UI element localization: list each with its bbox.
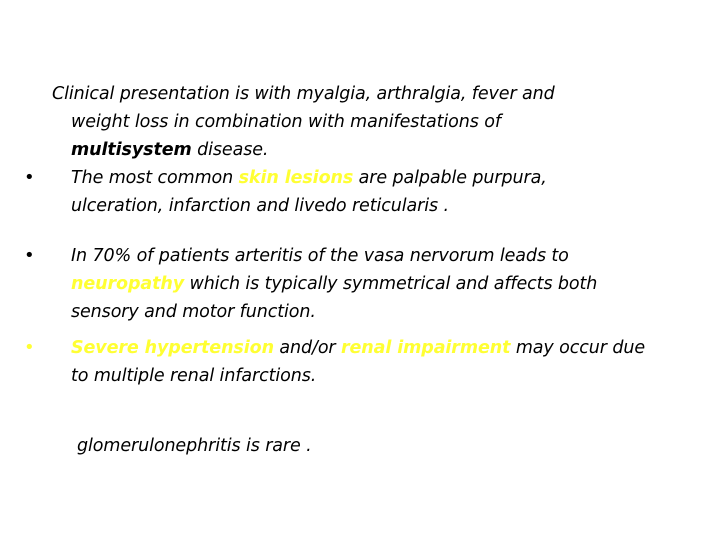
skin-lesions-highlight: skin lesions [238, 168, 354, 188]
severe-hypertension-highlight: Severe hypertension [71, 338, 274, 358]
hyper-line-2: to multiple renal infarctions. [71, 366, 317, 386]
bullet-marker: • [24, 245, 35, 266]
skin-line-2: ulceration, infarction and livedo reticularis . [71, 196, 449, 216]
skin-line-1-pre: The most common [71, 168, 239, 188]
intro-line-3-rest: disease. [191, 140, 269, 160]
bullet-neuropathy [24, 242, 597, 326]
hyper-line-1-mid: and/or [273, 338, 341, 358]
renal-impairment-highlight: renal impairment [340, 338, 511, 358]
neuropathy-highlight: neuropathy [71, 274, 185, 294]
intro-paragraph [52, 80, 555, 164]
neuro-line-3: sensory and motor function. [71, 302, 316, 322]
bullet-marker-highlight: • [24, 337, 35, 358]
intro-line-2: weight loss in combination with manifestations of [71, 112, 501, 132]
hyper-line-1-post: may occur due [510, 338, 645, 358]
neuro-line-2-post: which is typically symmetrical and affects both [184, 274, 598, 294]
closing-paragraph [77, 432, 312, 460]
neuro-line-1: In 70% of patients arteritis of the vasa nervorum leads to [71, 246, 569, 266]
neuro-line-2 [71, 270, 597, 298]
bullet-skin-lesions [24, 164, 547, 220]
intro-line-3 [52, 136, 555, 164]
closing-line-1: glomerulonephritis is rare . [77, 436, 312, 456]
bullet-marker: • [24, 167, 35, 188]
skin-line-1-post: are palpable purpura, [353, 168, 547, 188]
intro-line-1: Clinical presentation is with myalgia, arthralgia, fever and [52, 84, 555, 104]
bullet-hypertension [24, 334, 645, 390]
hyper-line-1 [71, 334, 645, 362]
skin-line-1 [71, 164, 547, 192]
multisystem-term: multisystem [71, 140, 192, 160]
